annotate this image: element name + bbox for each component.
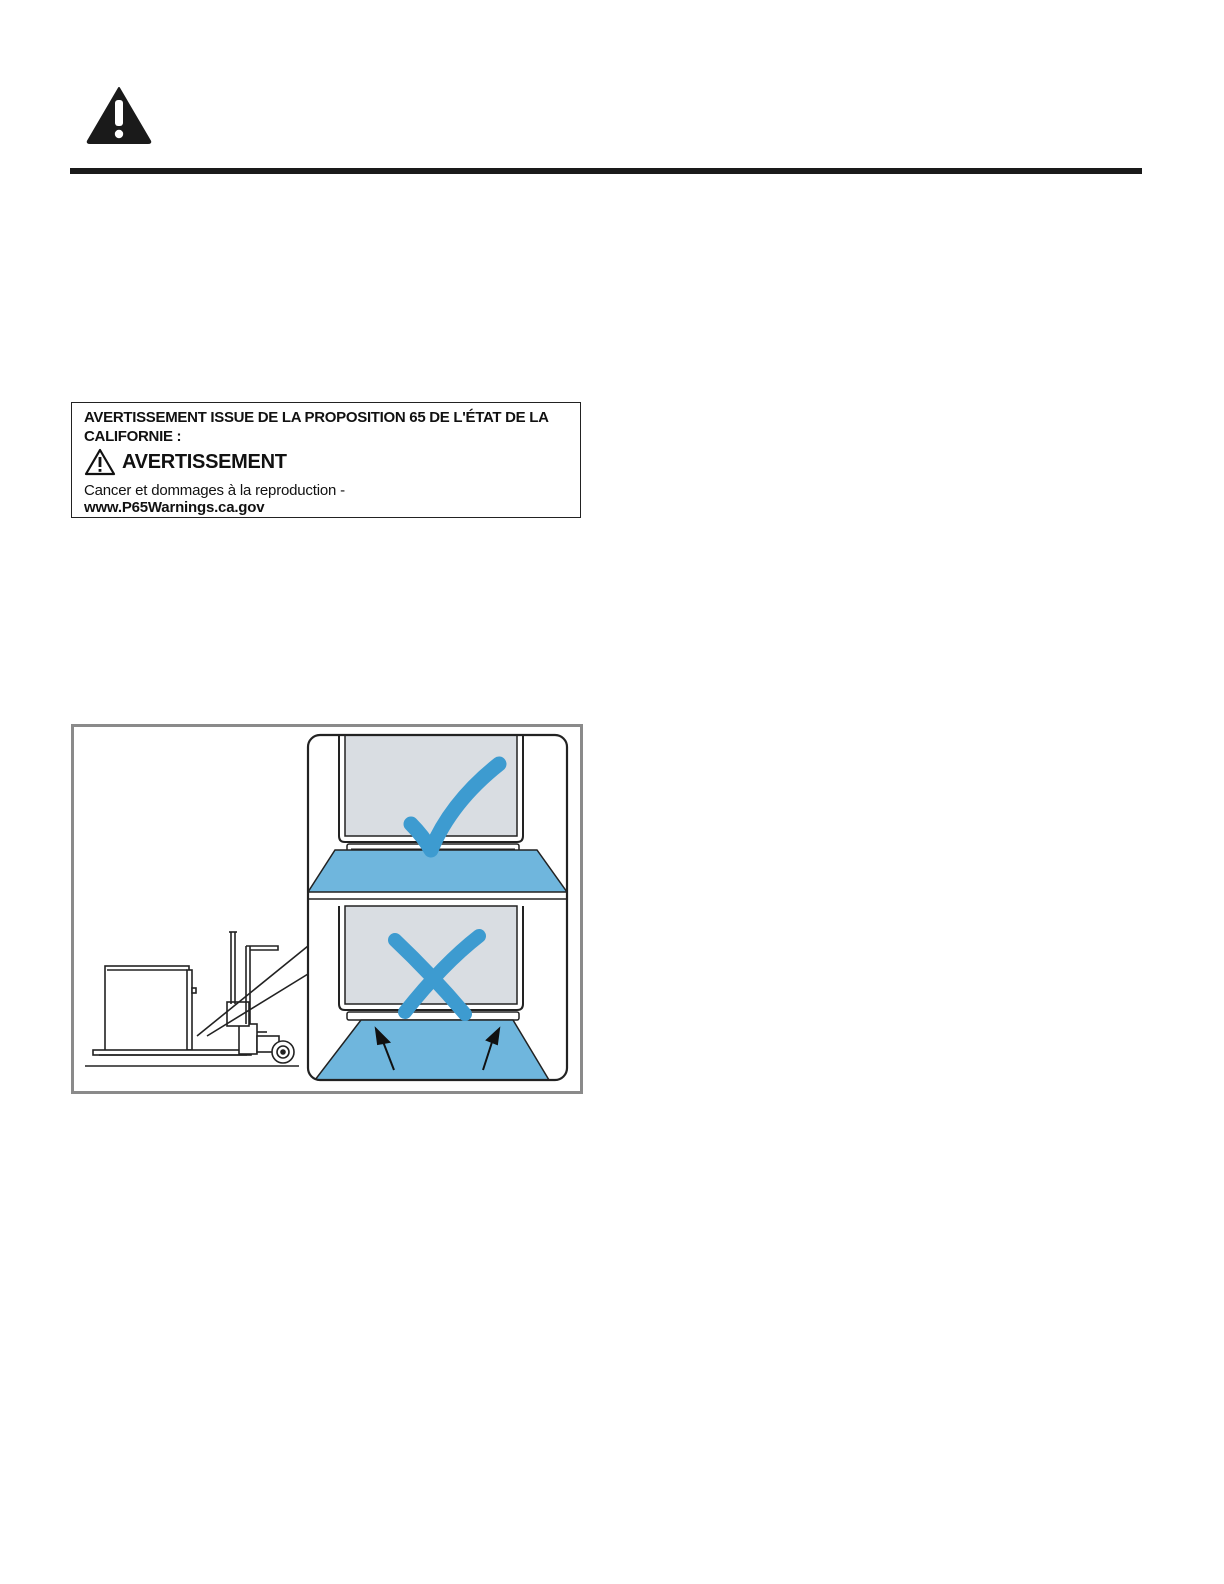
header-rule: [70, 168, 1142, 174]
detail-panel: [308, 735, 567, 1080]
appliance-door-top: [345, 735, 517, 836]
transport-illustration: [71, 724, 583, 1094]
pallet-jack-body: [239, 1024, 257, 1054]
warning-triangle-outline-icon: [84, 448, 116, 476]
pallet-full-support: [308, 850, 567, 892]
prop65-warning-title: AVERTISSEMENT: [122, 450, 287, 473]
warning-triangle-icon: [86, 86, 152, 144]
prop65-link[interactable]: www.P65Warnings.ca.gov: [84, 499, 265, 516]
prop65-text: Cancer et dommages à la reproduction -: [84, 482, 345, 499]
prop65-heading: AVERTISSEMENT ISSUE DE LA PROPOSITION 65 DE L'ÉTAT DE LA CALIFORNIE :: [84, 409, 549, 445]
appliance-body: [105, 966, 189, 1052]
incorrect-placement: [315, 906, 549, 1080]
prop65-warning-row: [84, 447, 287, 477]
prop65-warning-box: [71, 402, 581, 518]
